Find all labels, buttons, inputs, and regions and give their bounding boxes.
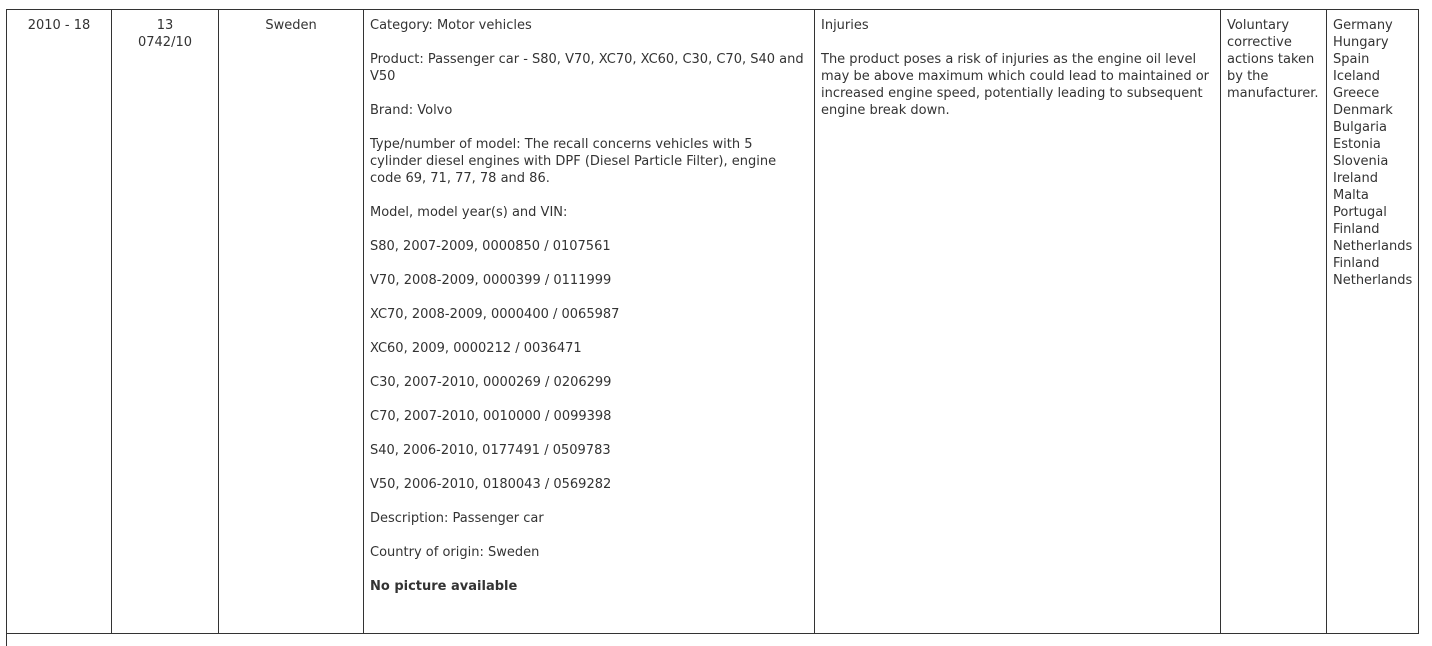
country-item: Bulgaria — [1333, 120, 1387, 135]
reference-cell — [112, 10, 219, 634]
product-cell — [364, 10, 815, 634]
notifying-country-cell — [219, 10, 364, 634]
notifying-country: Sweden — [265, 18, 317, 33]
country-item: Finland — [1333, 256, 1380, 271]
measures-text: Voluntary corrective actions taken by the manufacturer. — [1227, 18, 1319, 101]
risk-description: The product poses a risk of injuries as the engine oil level may be above maximum which could lead to maintained or increased engine speed, potentially leading to subsequent engine break down. — [821, 52, 1210, 118]
product-type-model: Type/number of model: The recall concerns vehicles with 5 cylinder diesel engines with DPF (Diesel Particle Filter), engine code 69, 71, 77, 78 and 86. — [370, 137, 777, 186]
next-row-edge — [6, 633, 1418, 646]
product-brand: Brand: Volvo — [370, 103, 453, 118]
country-item: Netherlands — [1333, 273, 1413, 288]
country-item: Denmark — [1333, 103, 1393, 118]
country-item: Hungary — [1333, 35, 1389, 50]
country-item: Netherlands — [1333, 239, 1413, 254]
country-item: Estonia — [1333, 137, 1381, 152]
model-entry: XC60, 2009, 0000212 / 0036471 — [370, 341, 582, 356]
picture-note: No picture available — [370, 579, 518, 594]
model-entry: C30, 2007-2010, 0000269 / 0206299 — [370, 375, 612, 390]
country-item: Germany — [1333, 18, 1393, 33]
measures-cell — [1221, 10, 1327, 634]
country-item: Portugal — [1333, 205, 1387, 220]
week-value: 2010 - 18 — [27, 18, 91, 33]
reference-number: 13 — [156, 18, 174, 33]
table-row — [7, 10, 1419, 634]
model-heading: Model, model year(s) and VIN: — [370, 205, 568, 220]
reference-code: 0742/10 — [137, 35, 192, 50]
country-item: Spain — [1333, 52, 1370, 67]
country-item: Greece — [1333, 86, 1380, 101]
model-entry: XC70, 2008-2009, 0000400 / 0065987 — [370, 307, 620, 322]
country-item: Malta — [1333, 188, 1369, 203]
country-of-origin: Country of origin: Sweden — [370, 545, 540, 560]
product-category: Category: Motor vehicles — [370, 18, 532, 33]
model-entry: V70, 2008-2009, 0000399 / 0111999 — [370, 273, 612, 288]
model-entry: S40, 2006-2010, 0177491 / 0509783 — [370, 443, 611, 458]
risk-cell — [815, 10, 1221, 634]
country-item: Slovenia — [1333, 154, 1389, 169]
week-cell — [7, 10, 112, 634]
risk-type: Injuries — [821, 18, 869, 33]
country-item: Ireland — [1333, 171, 1378, 186]
model-entry: C70, 2007-2010, 0010000 / 0099398 — [370, 409, 612, 424]
country-item: Finland — [1333, 222, 1380, 237]
model-entry: S80, 2007-2009, 0000850 / 0107561 — [370, 239, 611, 254]
model-entry: V50, 2006-2010, 0180043 / 0569282 — [370, 477, 612, 492]
recall-table — [6, 9, 1419, 634]
product-name: Product: Passenger car - S80, V70, XC70, XC60, C30, C70, S40 and V50 — [370, 52, 804, 84]
product-description: Description: Passenger car — [370, 511, 544, 526]
countries-cell — [1327, 10, 1419, 634]
country-item: Iceland — [1333, 69, 1381, 84]
